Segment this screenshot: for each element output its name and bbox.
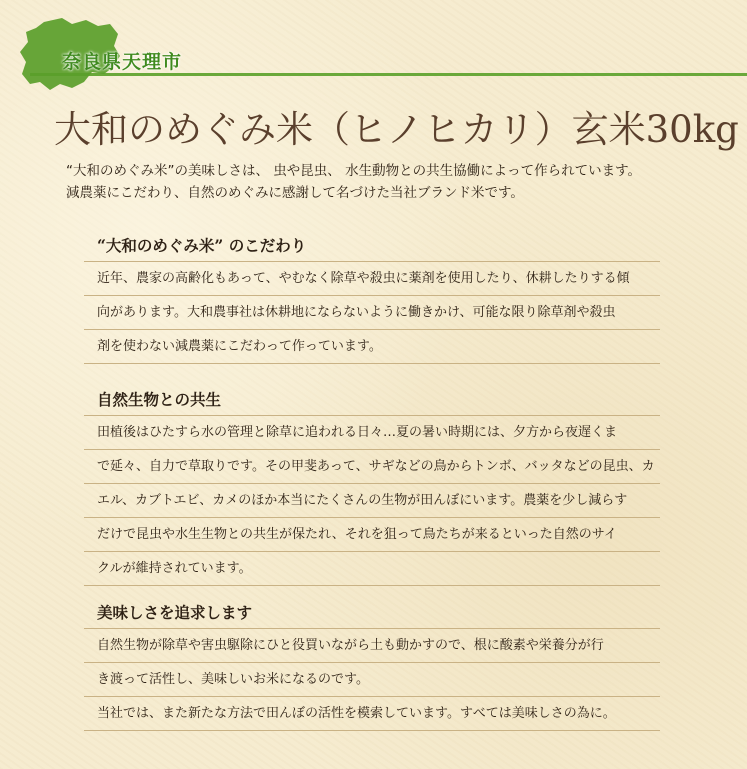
section-line: 田植後はひたすら水の管理と除草に追われる日々…夏の暑い時期には、夕方から夜遅くま xyxy=(84,416,660,450)
section-line: だけで昆虫や水生生物との共生が保たれ、それを狙って鳥たちが来るといった自然のサイ xyxy=(84,518,660,552)
section-line: で延々、自力で草取りです。その甲斐あって、サギなどの鳥からトンボ、バッタなどの昆虫、カ xyxy=(84,450,660,484)
section-line: き渡って活性し、美味しいお米になるのです。 xyxy=(84,663,660,697)
intro-line: 減農薬にこだわり、自然のめぐみに感謝して名づけた当社ブランド米です。 xyxy=(66,185,524,201)
section-line: クルが維持されています。 xyxy=(84,552,660,586)
section-oishisa xyxy=(84,599,660,731)
section-heading: 自然生物との共生 xyxy=(84,386,660,416)
section-heading: “大和のめぐみ米” のこだわり xyxy=(84,232,660,262)
section-heading: 美味しさを追求します xyxy=(84,599,660,629)
section-line: 当社では、また新たな方法で田んぼの活性を模索しています。すべては美味しさの為に。 xyxy=(84,697,660,731)
section-line: エル、カブトエビ、カメのほか本当にたくさんの生物が田んぼにいます。農薬を少し減らす xyxy=(84,484,660,518)
section-kyosei xyxy=(84,386,660,586)
section-line: 剤を使わない減農薬にこだわって作っています。 xyxy=(84,330,660,364)
intro-line: “大和のめぐみ米”の美味しさは、 虫や昆虫、 水生動物との共生協働によって作られています。 xyxy=(66,163,641,179)
intro-text xyxy=(66,160,726,204)
section-line: 自然生物が除草や害虫駆除にひと役買いながら土も動かすので、根に酸素や栄養分が行 xyxy=(84,629,660,663)
section-kodawari xyxy=(84,232,660,364)
region-label: 奈良県天理市 xyxy=(62,51,183,73)
section-line: 向があります。大和農事社は休耕地にならないように働きかけ、可能な限り除草剤や殺虫 xyxy=(84,296,660,330)
product-title: 大和のめぐみ米（ヒノヒカリ）玄米30kg xyxy=(54,108,739,151)
section-line: 近年、農家の高齢化もあって、やむなく除草や殺虫に薬剤を使用したり、休耕したりする傾 xyxy=(84,262,660,296)
